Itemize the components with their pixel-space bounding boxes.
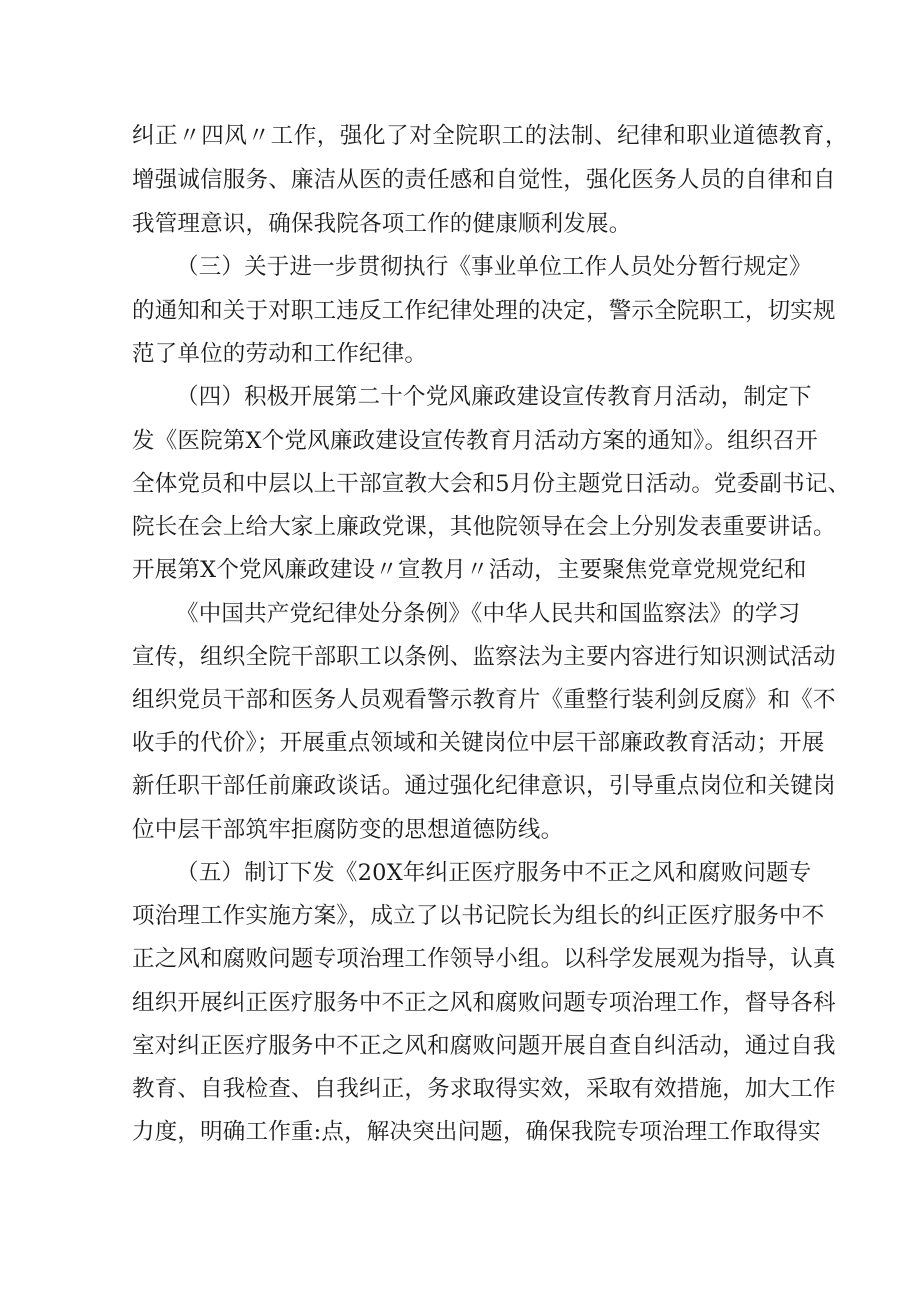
text-line: 组织开展纠正医疗服务中不正之风和腐败问题专项治理工作，督导各科 (132, 990, 836, 1016)
text-line: 正之风和腐败问题专项治理工作领导小组。以科学发展观为指导，认真 (132, 946, 836, 972)
text-line: 收手的代价》；开展重点领域和关键岗位中层干部廉政教育活动；开展 (132, 730, 825, 756)
paragraph-start-line: （四）积极开展第二十个党风廉政建设宣传教育月活动，制定下 (176, 384, 812, 410)
text-line: 开展第X个党风廉政建设〃宣教月〃活动，主要聚焦党章党规党纪和 (132, 557, 807, 583)
text-line: 纠正〃四风〃工作，强化了对全院职工的法制、纪律和职业道德教育， (132, 123, 849, 149)
text-line: 新任职干部任前廉政谈话。通过强化纪律意识，引导重点岗位和关键岗 (132, 773, 836, 799)
text-line: 组织党员干部和医务人员观看警示教育片《重整行装利剑反腐》和《不 (132, 687, 836, 713)
text-line: 范了单位的劳动和工作纪律。 (132, 341, 428, 367)
text-line: 我管理意识，确保我院各项工作的健康顺利发展。 (132, 211, 632, 237)
text-line: 力度，明确工作重:点，解决突出问题，确保我院专项治理工作取得实 (132, 1119, 821, 1145)
text-line: 的通知和关于对职工违反工作纪律处理的决定，警示全院职工，切实规 (132, 298, 836, 324)
text-line: 发《医院第X个党风廉政建设宣传教育月活动方案的通知》。组织召开 (132, 428, 818, 454)
text-line: 宣传，组织全院干部职工以条例、监察法为主要内容进行知识测试活动 (132, 644, 836, 670)
text-line: 全体党员和中层以上干部宣教大会和5月份主题党日活动。党委副书记、 (132, 471, 851, 497)
text-line: 室对纠正医疗服务中不正之风和腐败问题开展自查自纠活动，通过自我 (132, 1033, 836, 1059)
text-line: 位中层干部筑牢拒腐防变的思想道德防线。 (132, 817, 564, 843)
paragraph-start-line: （三）关于进一步贯彻执行《事业单位工作人员处分暂行规定》 (176, 254, 812, 280)
paragraph-start-line: （五）制订下发《20X年纠正医疗服务中不正之风和腐败问题专 (176, 860, 812, 886)
paragraph-start-line: 《中国共产党纪律处分条例》《中华人民共和国监察法》的学习 (176, 601, 801, 627)
text-line: 院长在会上给大家上廉政党课，其他院领导在会上分别发表重要讲话。 (132, 514, 836, 540)
text-line: 增强诚信服务、廉洁从医的责任感和自觉性，强化医务人员的自律和自 (132, 167, 836, 193)
text-line: 项治理工作实施方案》，成立了以书记院长为组长的纠正医疗服务中不 (132, 903, 825, 929)
text-line: 教育、自我检查、自我纠正，务求取得实效，采取有效措施，加大工作 (132, 1076, 836, 1102)
